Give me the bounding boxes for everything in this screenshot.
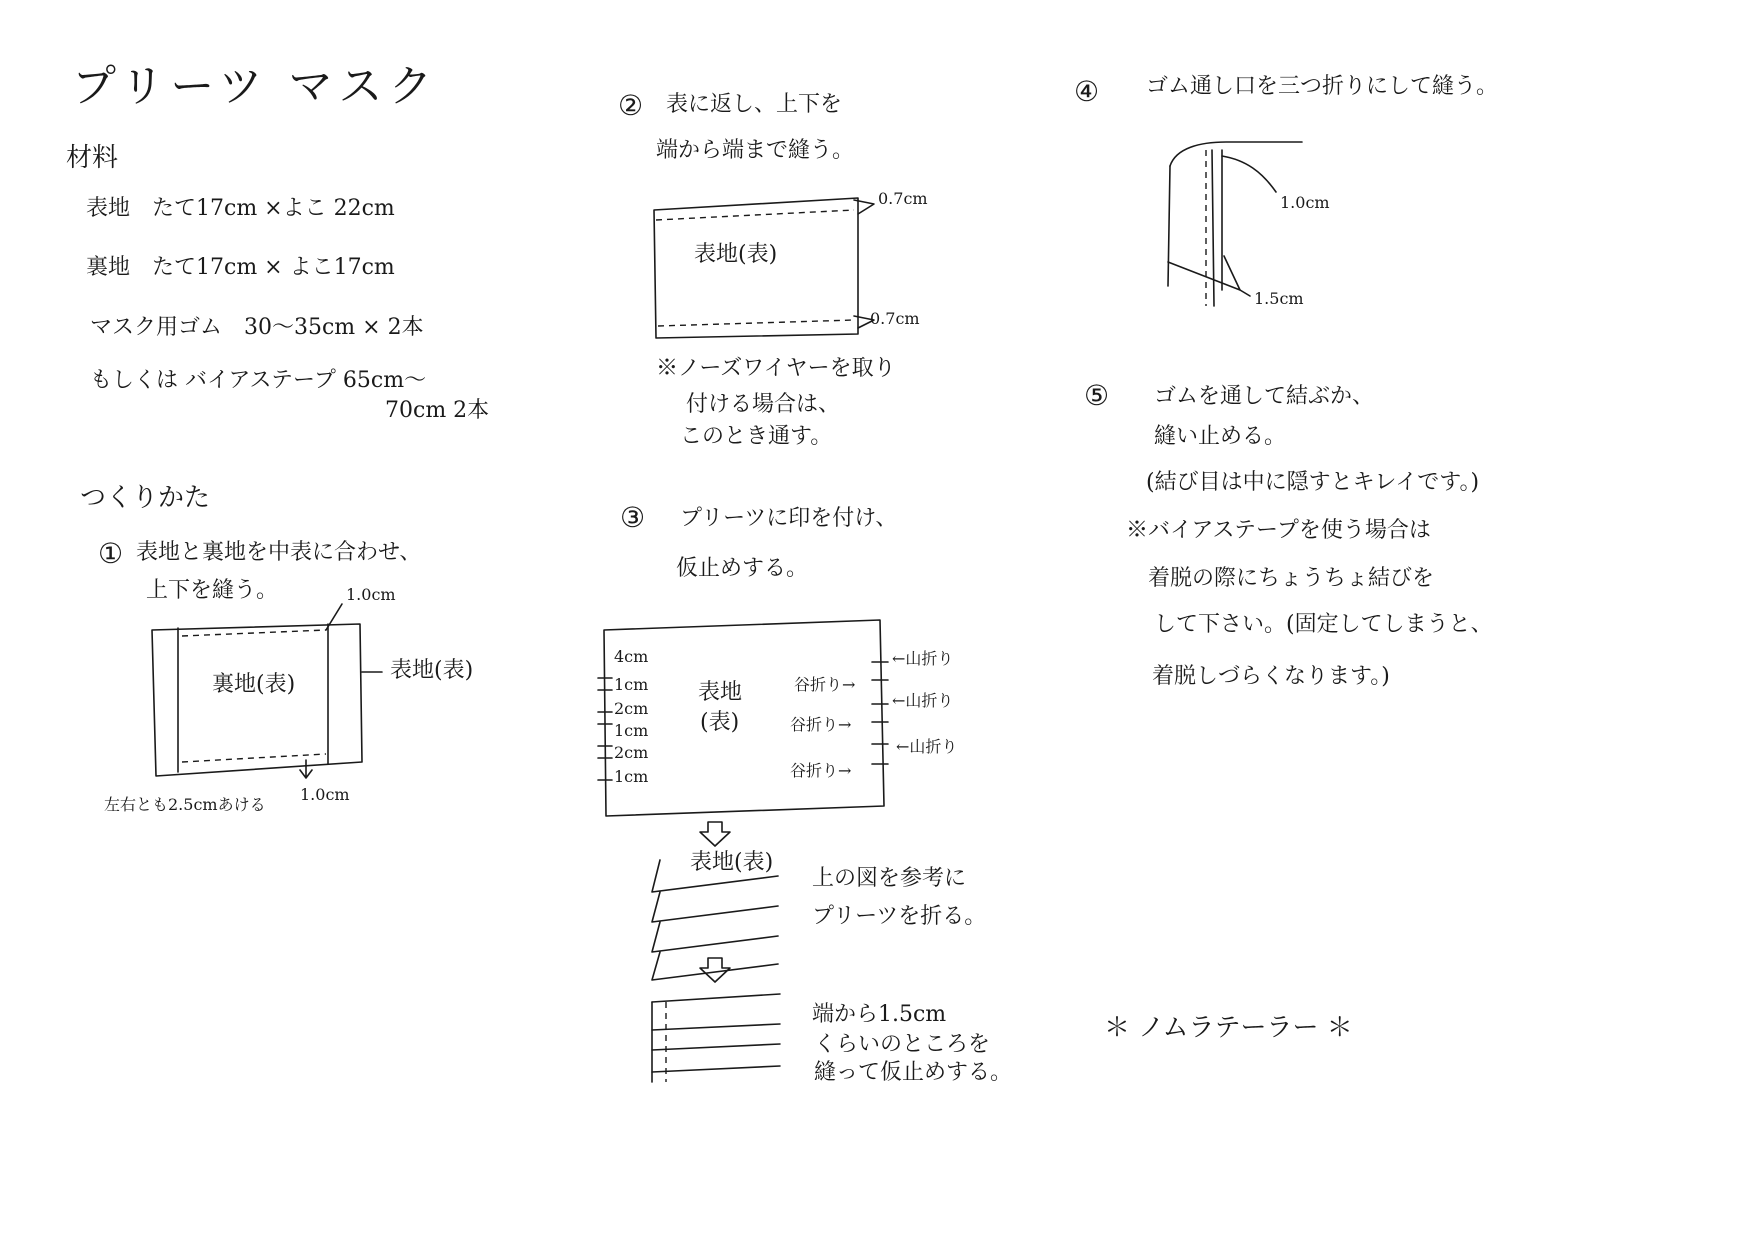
method-heading: つくりかた bbox=[80, 483, 211, 513]
step3-label-1: 表地 bbox=[698, 680, 743, 705]
pleat-measure: 1cm bbox=[614, 767, 649, 786]
step1-outer-label: 表地(表) bbox=[390, 658, 474, 683]
step3-line-1: プリーツに印を付け、 bbox=[680, 506, 898, 531]
step2-line-1: 表に返し、上下を bbox=[666, 92, 843, 117]
material-line-ura: 裏地 たて17cm × よこ17cm bbox=[86, 255, 395, 280]
step5-line-5: 着脱の際にちょうちょ結びを bbox=[1148, 566, 1435, 591]
valley-fold-label: 谷折り→ bbox=[790, 761, 852, 780]
material-line-bias-2: 70cm 2本 bbox=[385, 398, 490, 423]
step1-line-1: 表地と裏地を中表に合わせ、 bbox=[136, 540, 422, 565]
tack-note-3: 縫って仮止めする。 bbox=[814, 1060, 1013, 1085]
step1-top-margin: 1.0cm bbox=[346, 585, 396, 604]
step1-bottom-margin: 1.0cm bbox=[300, 785, 350, 804]
step5-line-3: (結び目は中に隠すとキレイです。) bbox=[1146, 470, 1480, 495]
valley-fold-label: 谷折り→ bbox=[794, 675, 856, 694]
material-line-gomu: マスク用ゴム 30〜35cm × 2本 bbox=[90, 315, 424, 340]
step5-line-7: 着脱しづらくなります。) bbox=[1152, 664, 1390, 689]
step1-side-note: 左右とも2.5cmあける bbox=[104, 795, 266, 814]
fold-diagram-label: 表地(表) bbox=[690, 850, 774, 875]
step4-lower-measure: 1.5cm bbox=[1254, 289, 1304, 308]
pleat-measure: 2cm bbox=[614, 699, 649, 718]
step1-number: ① bbox=[98, 537, 124, 570]
step3-line-2: 仮止めする。 bbox=[676, 556, 809, 581]
step5-line-6: して下さい。(固定してしまうと、 bbox=[1154, 612, 1493, 637]
step5-line-2: 縫い止める。 bbox=[1154, 424, 1287, 449]
pleat-measure: 1cm bbox=[614, 721, 649, 740]
valley-fold-label: 谷折り→ bbox=[790, 715, 852, 734]
signature: ＊ ノムラテーラー ＊ bbox=[1104, 1013, 1353, 1043]
step4-line-1: ゴム通し口を三つ折りにして縫う。 bbox=[1146, 74, 1499, 99]
page-title: プリーツ マスク bbox=[72, 61, 439, 112]
step2-line-2: 端から端まで縫う。 bbox=[656, 138, 855, 163]
step2-note-2: 付ける場合は、 bbox=[686, 392, 841, 417]
step4-upper-measure: 1.0cm bbox=[1280, 193, 1330, 212]
step5-line-1: ゴムを通して結ぶか、 bbox=[1154, 384, 1375, 409]
pleat-measure: 4cm bbox=[614, 647, 649, 666]
step4-number: ④ bbox=[1074, 75, 1100, 108]
tack-note-2: くらいのところを bbox=[814, 1032, 991, 1057]
step2-number: ② bbox=[618, 89, 644, 122]
step2-label: 表地(表) bbox=[694, 242, 778, 267]
step2-note-3: このとき通す。 bbox=[680, 424, 833, 449]
step1-line-2: 上下を縫う。 bbox=[146, 578, 279, 603]
mountain-fold-label: ←山折り bbox=[896, 737, 958, 756]
step2-top-margin: 0.7cm bbox=[878, 189, 928, 208]
step3-label-2: (表) bbox=[700, 710, 740, 735]
tack-note-1: 端から1.5cm bbox=[812, 1002, 947, 1027]
step5-number: ⑤ bbox=[1084, 379, 1110, 412]
step2-bottom-margin: 0.7cm bbox=[870, 309, 920, 328]
mountain-fold-label: ←山折り bbox=[892, 649, 954, 668]
pleat-measure: 2cm bbox=[614, 743, 649, 762]
step2-note-1: ※ノーズワイヤーを取り bbox=[656, 356, 896, 381]
mountain-fold-label: ←山折り bbox=[892, 691, 954, 710]
step5-line-4: ※バイアステープを使う場合は bbox=[1126, 518, 1431, 543]
materials-heading: 材料 bbox=[66, 143, 119, 173]
material-line-omote: 表地 たて17cm ×よこ 22cm bbox=[86, 196, 395, 221]
fold-note-1: 上の図を参考に bbox=[812, 866, 967, 891]
step3-number: ③ bbox=[620, 501, 646, 534]
fold-note-2: プリーツを折る。 bbox=[812, 904, 987, 929]
pleat-measure: 1cm bbox=[614, 675, 649, 694]
step1-inner-label: 裏地(表) bbox=[212, 672, 296, 697]
material-line-bias-1: もしくは バイアステープ 65cm〜 bbox=[90, 368, 427, 393]
